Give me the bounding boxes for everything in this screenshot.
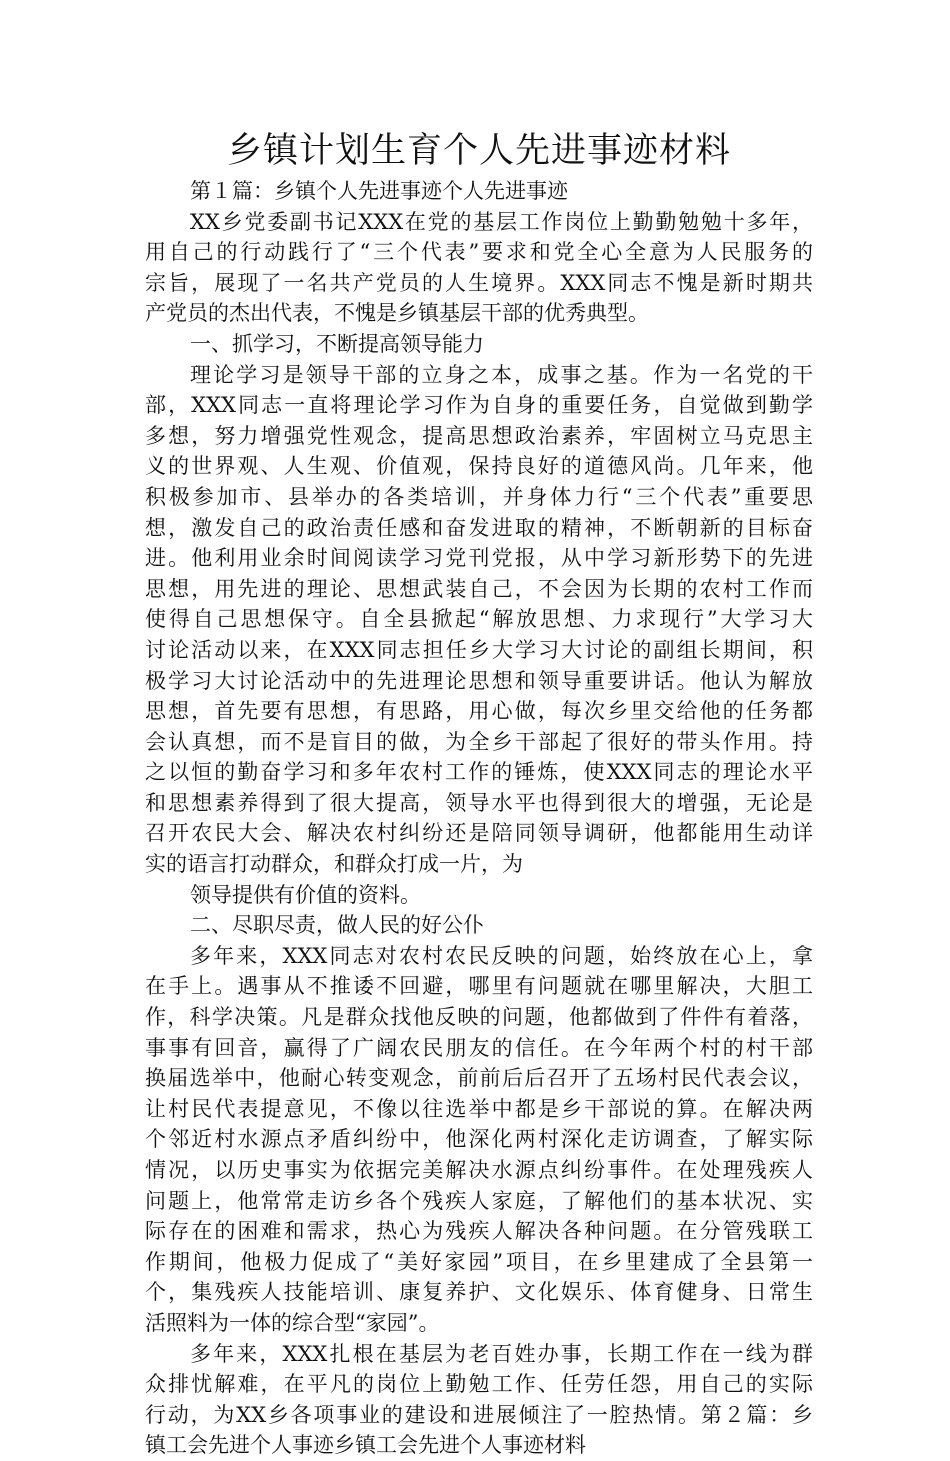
text-line: 部，XXX同志一直将理论学习作为自身的重要任务，自觉做到勤学 [145, 393, 813, 418]
text-line: 讨论活动以来，在XXX同志担任乡大学习大讨论的副组长期间，积 [145, 637, 813, 662]
text-line: 作期间，他极力促成了“美好家园”项目，在乡里建成了全县第一 [145, 1249, 813, 1274]
text-line: 义的世界观、人生观、价值观，保持良好的道德风尚。几年来，他 [145, 454, 813, 479]
text-line: 进。他利用业余时间阅读学习党刊党报，从中学习新形势下的先进 [145, 546, 813, 571]
text-line: 让村民代表提意见，不像以往选举中都是乡干部说的算。在解决两 [145, 1096, 813, 1121]
document-page [145, 126, 813, 1461]
document-body [145, 176, 813, 1461]
text-line: 思想，用先进的理论、思想武装自己，不会因为长期的农村工作而 [145, 576, 813, 601]
text-line: 极学习大讨论活动中的先进理论思想和领导重要讲话。他认为解放 [145, 668, 813, 693]
text-line: 思想，首先要有思想，有思路，用心做，每次乡里交给他的任务都 [145, 699, 813, 724]
text-line: 换届选举中，他耐心转变观念，前前后后召开了五场村民代表会议， [145, 1066, 813, 1091]
text-line: 召开农民大会、解决农村纠纷还是陪同领导调研，他都能用生动详 [145, 821, 813, 846]
text-line: 会认真想，而不是盲目的做，为全乡干部起了很好的带头作用。持 [145, 729, 813, 754]
text-line: 镇工会先进个人事迹乡镇工会先进个人事迹材料 [145, 1433, 586, 1458]
text-line: 活照料为一体的综合型“家园”。 [145, 1310, 440, 1335]
text-line: 际存在的困难和需求，热心为残疾人解决各种问题。在分管残联工 [145, 1219, 813, 1244]
text-line: 行动，为XX乡各项事业的建设和进展倾注了一腔热情。第２篇：乡 [145, 1402, 813, 1427]
text-line: 二、尽职尽责，做人民的好公仆 [190, 913, 484, 938]
text-line: 领导提供有价值的资料。 [190, 882, 421, 907]
text-line: 理论学习是领导干部的立身之本，成事之基。作为一名党的干 [190, 362, 813, 387]
text-line: 使得自己思想保守。自全县掀起“解放思想、力求现行”大学习大 [145, 607, 813, 632]
text-line: 产党员的杰出代表，不愧是乡镇基层干部的优秀典型。 [145, 301, 649, 326]
text-line: 用自己的行动践行了“三个代表”要求和党全心全意为人民服务的 [145, 240, 813, 265]
text-line: 第１篇：乡镇个人先进事迹个人先进事迹 [190, 179, 568, 203]
text-line: 积极参加市、县举办的各类培训，并身体力行“三个代表”重要思 [145, 484, 813, 509]
text-line: 多想，努力增强党性观念，提高思想政治素养，牢固树立马克思主 [145, 423, 813, 448]
text-line: 多年来，XXX同志对农村农民反映的问题，始终放在心上，拿 [190, 943, 813, 968]
text-line: 情况，以历史事实为依据完美解决水源点纠纷事件。在处理残疾人 [145, 1158, 813, 1182]
text-line: XX乡党委副书记XXX在党的基层工作岗位上勤勤勉勉十多年， [190, 209, 813, 234]
text-line: 在手上。遇事从不推诿不回避，哪里有问题就在哪里解决，大胆工 [145, 974, 813, 999]
text-line: 一、抓学习，不断提高领导能力 [190, 331, 484, 356]
text-line: 和思想素养得到了很大提高，领导水平也得到很大的增强，无论是 [145, 790, 813, 815]
text-line: 个，集残疾人技能培训、康复养护、文化娱乐、体育健身、日常生 [145, 1280, 813, 1305]
text-line: 宗旨，展现了一名共产党员的人生境界。XXX同志不愧是新时期共 [145, 270, 813, 295]
text-line: 之以恒的勤奋学习和多年农村工作的锤炼，使XXX同志的理论水平 [145, 760, 813, 785]
text-line: 问题上，他常常走访乡各个残疾人家庭，了解他们的基本状况、实 [145, 1188, 813, 1213]
text-line: 实的语言打动群众，和群众打成一片，为 [145, 852, 523, 877]
document-title: 乡镇计划生育个人先进事迹材料 [226, 131, 731, 171]
text-line: 作，科学决策。凡是群众找他反映的问题，他都做到了件件有着落， [145, 1005, 813, 1030]
text-line: 多年来，XXX扎根在基层为老百姓办事，长期工作在一线为群 [190, 1341, 813, 1366]
text-line: 众排忧解难，在平凡的岗位上勤勉工作、任劳任怨，用自己的实际 [145, 1372, 813, 1397]
text-line: 个邻近村水源点矛盾纠纷中，他深化两村深化走访调查，了解实际 [145, 1127, 813, 1152]
text-line: 事事有回音，赢得了广阔农民朋友的信任。在今年两个村的村干部 [145, 1035, 813, 1060]
text-line: 想，激发自己的政治责任感和奋发进取的精神，不断朝新的目标奋 [145, 515, 813, 540]
